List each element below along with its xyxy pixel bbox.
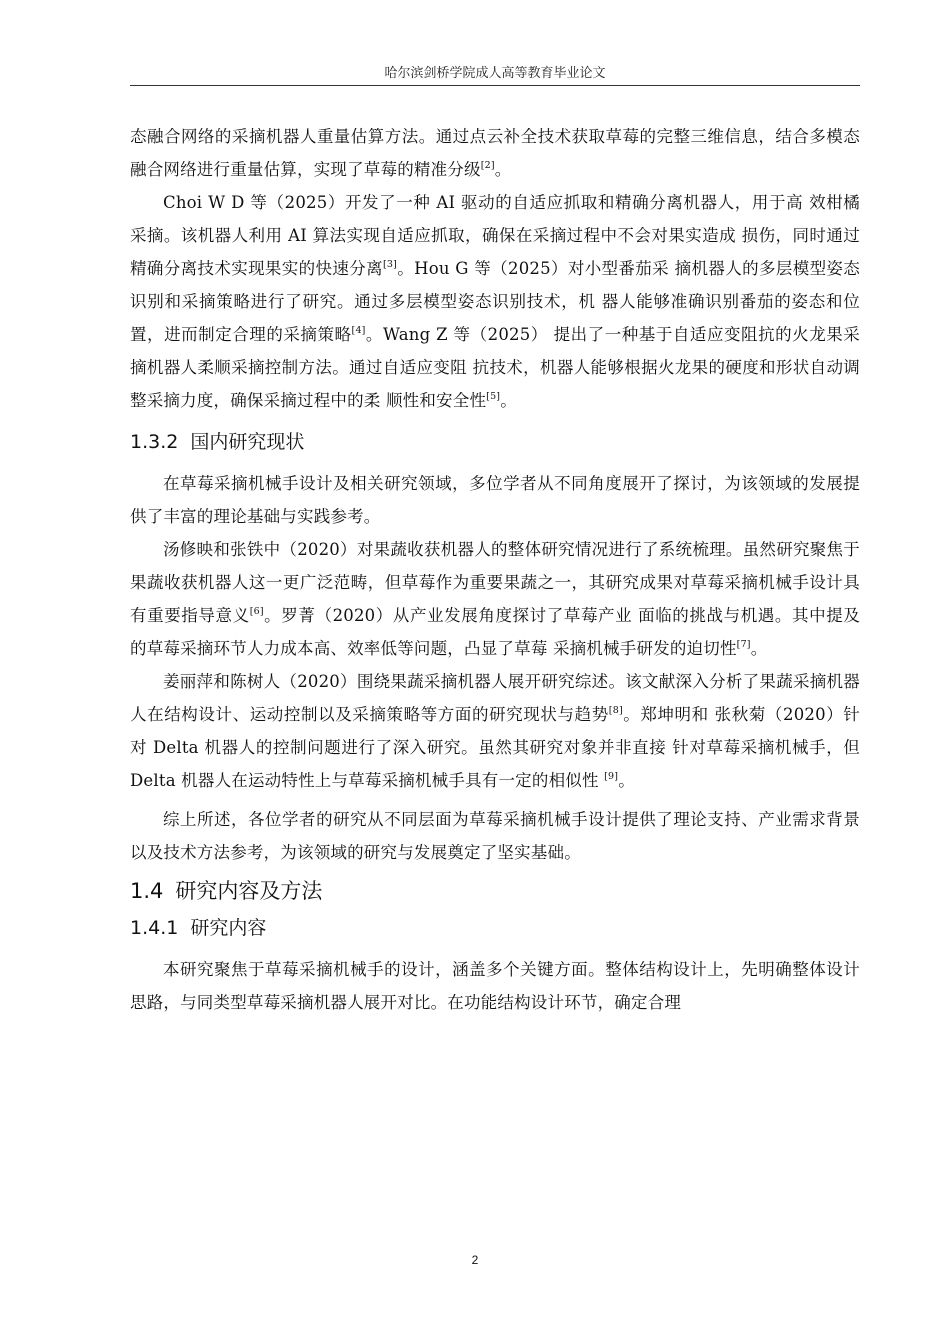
body-content — [130, 120, 860, 1019]
citation-ref[interactable]: [8] — [608, 705, 623, 716]
citation-ref[interactable]: [9] — [604, 771, 619, 782]
paragraph-4: 汤修映和张铁中（2020）对果蔬收获机器人的整体研究情况进行了系统梳理。虽然研究聚焦于果蔬收获机器人这一更广泛范畴，但草莓作为重要果蔬之一，其研究成果对草莓采摘机械手设计具有重要指导意义[6]。罗菁（2020）从产业发展角度探讨了草莓产业 面临的挑战与机遇。其中提及的草莓采摘环节人力成本高、效率低等问题，凸显了草莓 采摘机械手研发的迫切性[7]。 — [130, 540, 860, 658]
section-heading-1-3-2: 1.3.2 国内研究现状 — [130, 431, 305, 453]
citation-ref[interactable]: [2] — [480, 160, 495, 171]
paragraph-1: 态融合网络的采摘机器人重量估算方法。通过点云补全技术获取草莓的完整三维信息，结合多模态融合网络进行重量估算，实现了草莓的精准分级[2]。 — [130, 127, 860, 179]
citation-ref[interactable]: [7] — [736, 639, 751, 650]
section-heading-1-4-1: 1.4.1 研究内容 — [130, 917, 267, 939]
citation-ref[interactable]: [6] — [249, 606, 264, 617]
citation-ref[interactable]: [3] — [383, 259, 398, 270]
section-heading-1-4: 1.4 研究内容及方法 — [130, 879, 323, 903]
citation-ref[interactable]: [4] — [351, 325, 366, 336]
paragraph-5: 姜丽萍和陈树人（2020）围绕果蔬采摘机器人展开研究综述。该文献深入分析了果蔬采摘机器人在结构设计、运动控制以及采摘策略等方面的研究现状与趋势[8]。郑坤明和 张秋菊（2020）针对 Delta 机器人的控制问题进行了深入研究。虽然其研究对象并非直接 针对草莓采摘机械手，但 Delta 机器人在运动特性上与草莓采摘机械手具有一定的相似性 [9]。 — [130, 672, 860, 790]
header-divider — [130, 85, 860, 86]
paragraph-3: 在草莓采摘机械手设计及相关研究领域，多位学者从不同角度展开了探讨，为该领域的发展提供了丰富的理论基础与实践参考。 — [130, 474, 860, 526]
paragraph-2: Choi W D 等（2025）开发了一种 AI 驱动的自适应抓取和精确分离机器人，用于高 效柑橘采摘。该机器人利用 AI 算法实现自适应抓取，确保在采摘过程中不会对果实造成 损伤，同时通过精确分离技术实现果实的快速分离[3]。Hou G 等（2025）对小型番茄采 摘机器人的多层模型姿态识别和采摘策略进行了研究。通过多层模型姿态识别技术，机 器人能够准确识别番茄的姿态和位置，进而制定合理的采摘策略[4]。Wang Z 等（2025） 提出了一种基于自适应变阻抗的火龙果采摘机器人柔顺采摘控制方法。通过自适应变阻 抗技术，机器人能够根据火龙果的硬度和形状自动调整采摘力度，确保采摘过程中的柔 顺性和安全性[5]。 — [130, 193, 861, 410]
paragraph-6: 综上所述，各位学者的研究从不同层面为草莓采摘机械手设计提供了理论支持、产业需求背景以及技术方法参考，为该领域的研究与发展奠定了坚实基础。 — [130, 810, 860, 862]
page-number: 2 — [471, 1253, 479, 1267]
citation-ref[interactable]: [5] — [486, 391, 501, 402]
running-header: 哈尔滨剑桥学院成人高等教育毕业论文 — [384, 66, 606, 81]
paragraph-7: 本研究聚焦于草莓采摘机械手的设计，涵盖多个关键方面。整体结构设计上，先明确整体设计思路，与同类型草莓采摘机器人展开对比。在功能结构设计环节，确定合理 — [130, 960, 860, 1012]
